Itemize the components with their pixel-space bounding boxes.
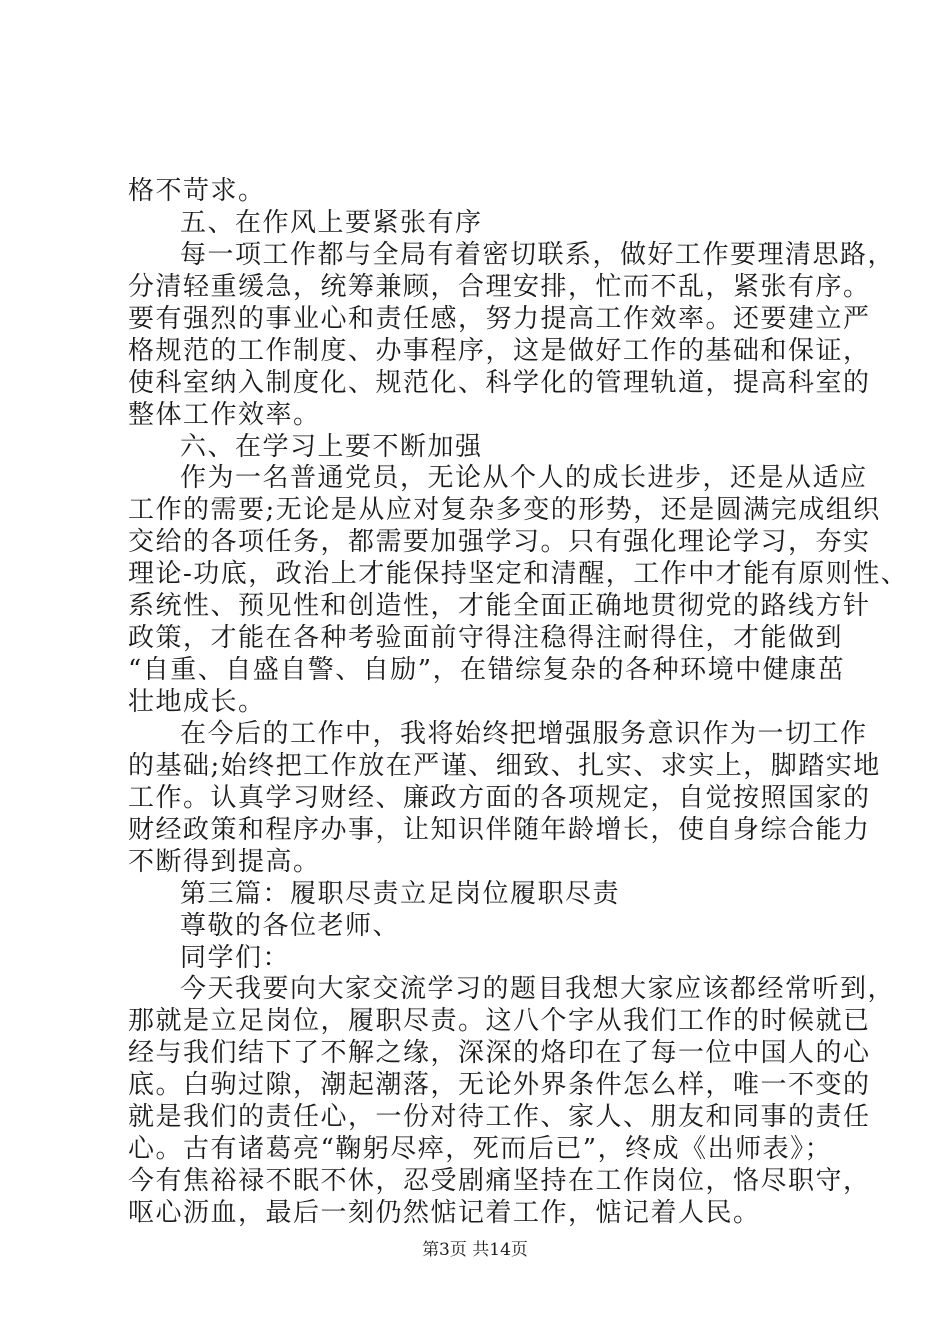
chapter-heading: 第三篇：履职尽责立足岗位履职尽责 (180, 878, 621, 909)
text-line: 格不苛求。 (128, 176, 266, 206)
text-line: 使科室纳入制度化、规范化、科学化的管理轨道，提高科室的 (128, 367, 871, 398)
text-line: 作为一名普通党员，无论从个人的成长进步，还是从适应 (180, 463, 868, 494)
text-line: 工作。认真学习财经、廉政方面的各项规定，自觉按照国家的 (128, 782, 871, 813)
text-line: 就是我们的责任心，一份对待工作、家人、朋友和同事的责任 (128, 1102, 871, 1133)
salutation-line: 同学们： (180, 942, 291, 973)
text-line: 格规范的工作制度、办事程序，这是做好工作的基础和保证， (128, 335, 871, 366)
text-line: 底。白驹过隙，潮起潮落，无论外界条件怎么样，唯一不变的 (128, 1070, 871, 1101)
text-line: 理论-功底，政治上才能保持坚定和清醒，工作中才能有原则性、 (128, 559, 909, 590)
section-heading: 五、在作风上要紧张有序 (180, 207, 483, 238)
text-line: 财经政策和程序办事，让知识伴随年龄增长，使自身综合能力 (128, 814, 871, 845)
text-line: 交给的各项任务，都需要加强学习。只有强化理论学习，夯实 (128, 527, 871, 558)
text-line: 工作的需要;无论是从应对复杂多变的形势，还是圆满完成组织 (128, 495, 881, 526)
text-line: 那就是立足岗位，履职尽责。这八个字从我们工作的时候就已 (128, 1006, 871, 1037)
salutation-line: 尊敬的各位老师、 (180, 910, 401, 941)
text-line: “自重、自盛自警、自励”，在错综复杂的各种环境中健康茁 (128, 655, 846, 686)
text-line: 经与我们结下了不解之缘，深深的烙印在了每一位中国人的心 (128, 1038, 871, 1069)
text-line: 壮地成长。 (128, 687, 266, 717)
text-line: 心。古有诸葛亮“鞠躬尽瘁，死而后已”，终成《出师表》； (128, 1134, 833, 1165)
text-line: 每一项工作都与全局有着密切联系，做好工作要理清思路， (180, 239, 896, 270)
text-line: 要有强烈的事业心和责任感，努力提高工作效率。还要建立严 (128, 303, 871, 334)
text-line: 分清轻重缓急，统筹兼顾，合理安排，忙而不乱，紧张有序。 (128, 271, 871, 302)
text-line: 系统性、预见性和创造性，才能全面正确地贯彻党的路线方针 (128, 591, 871, 622)
section-heading: 六、在学习上要不断加强 (180, 431, 483, 462)
text-line: 不断得到提高。 (128, 846, 321, 877)
text-line: 政策，才能在各种考验面前守得注稳得注耐得住，才能做到 (128, 623, 844, 654)
text-line: 在今后的工作中，我将始终把增强服务意识作为一切工作 (180, 718, 868, 749)
text-line: 整体工作效率。 (128, 399, 321, 430)
text-line: 今有焦裕禄不眠不休，忍受剧痛坚持在工作岗位，恪尽职守， (128, 1166, 871, 1197)
text-line: 今天我要向大家交流学习的题目我想大家应该都经常听到， (180, 974, 896, 1005)
text-line: 的基础;始终把工作放在严谨、细致、扎实、求实上，脚踏实地 (128, 750, 881, 781)
page-number-footer: 第3页 共14页 (422, 1240, 528, 1260)
text-line: 呕心沥血，最后一刻仍然惦记着工作，惦记着人民。 (128, 1198, 761, 1228)
